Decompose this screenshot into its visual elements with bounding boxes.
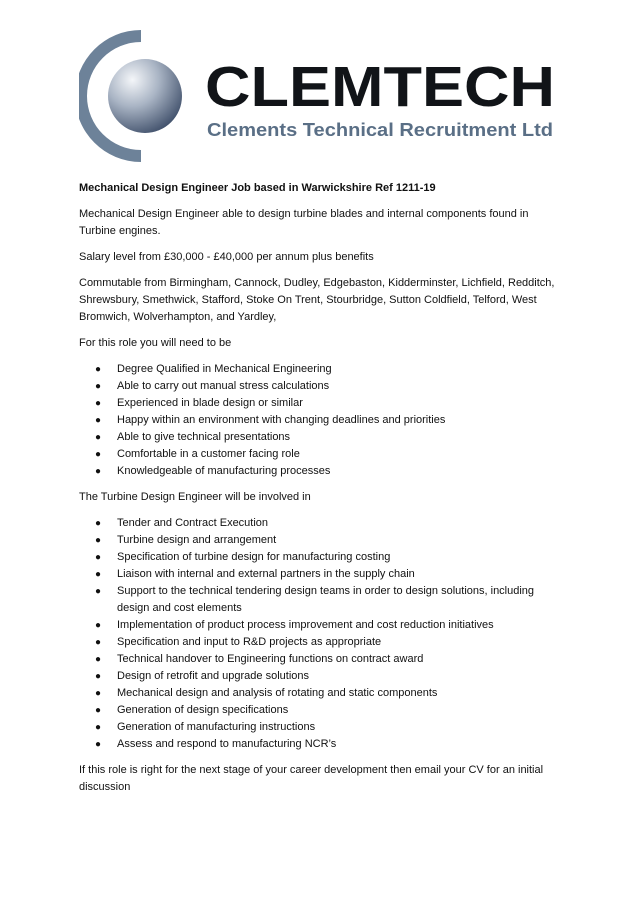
bullet-icon: ● <box>95 688 102 699</box>
list-item: ● Able to give technical presentations <box>79 429 561 446</box>
requirements-list <box>79 361 561 480</box>
list-item: ● Assess and respond to manufacturing NCR’s <box>79 736 561 753</box>
bullet-icon: ● <box>95 518 102 529</box>
list-item: ● Support to the technical tendering design teams in order to design solutions, including design and cost elements <box>95 585 535 614</box>
list-item: ● Mechanical design and analysis of rotating and static components <box>79 685 561 702</box>
duties-list <box>79 515 561 753</box>
list-item: ● Knowledgeable of manufacturing processes <box>79 463 561 480</box>
list-item: ● Design of retrofit and upgrade solutions <box>79 668 561 685</box>
bullet-icon: ● <box>95 381 102 392</box>
list-item: ● Generation of manufacturing instructions <box>79 719 561 736</box>
bullet-icon: ● <box>95 466 102 477</box>
bullet-icon: ● <box>95 671 102 682</box>
list-item: ● Able to carry out manual stress calculations <box>79 378 561 395</box>
list-item: ● Tender and Contract Execution <box>79 515 561 532</box>
bullet-icon: ● <box>95 705 102 716</box>
brand-name: CLEMTECH <box>205 55 555 119</box>
list-item: ● Specification of turbine design for manufacturing costing <box>79 549 561 566</box>
list-item: ● Experienced in blade design or similar <box>79 395 561 412</box>
commute-paragraph: Commutable from Birmingham, Cannock, Dudley, Edgebaston, Kidderminster, Lichfield, Redditch, Shrewsbury, Smethwick, Stafford, Stoke On Trent, Stourbridge, Sutton Coldfield, Telford, West Bromwich, Wolverhampton, and Yardley, <box>79 277 555 323</box>
intro-paragraph: Mechanical Design Engineer able to design turbine blades and internal components found in Turbine engines. <box>79 208 529 237</box>
requirements-heading: For this role you will need to be <box>79 337 232 349</box>
logo-sphere <box>108 59 182 133</box>
bullet-icon: ● <box>95 569 102 580</box>
bullet-icon: ● <box>95 654 102 665</box>
job-title: Mechanical Design Engineer Job based in Warwickshire Ref 1211-19 <box>79 182 436 194</box>
job-description <box>79 180 561 805</box>
bullet-icon: ● <box>95 415 102 426</box>
bullet-icon: ● <box>95 364 102 375</box>
bullet-icon: ● <box>95 586 102 597</box>
list-item: ● Comfortable in a customer facing role <box>79 446 561 463</box>
bullet-icon: ● <box>95 449 102 460</box>
list-item: ● Specification and input to R&D projects as appropriate <box>79 634 561 651</box>
bullet-icon: ● <box>95 535 102 546</box>
bullet-icon: ● <box>95 432 102 443</box>
brand-tagline: Clements Technical Recruitment Ltd <box>207 120 553 140</box>
list-item: ● Liaison with internal and external partners in the supply chain <box>79 566 561 583</box>
bullet-icon: ● <box>95 637 102 648</box>
bullet-icon: ● <box>95 722 102 733</box>
list-item: ● Degree Qualified in Mechanical Engineering <box>79 361 561 378</box>
salary-paragraph: Salary level from £30,000 - £40,000 per annum plus benefits <box>79 251 374 263</box>
bullet-icon: ● <box>95 398 102 409</box>
list-item: ● Turbine design and arrangement <box>79 532 561 549</box>
bullet-icon: ● <box>95 552 102 563</box>
list-item: ● Happy within an environment with changing deadlines and priorities <box>79 412 561 429</box>
list-item: ● Implementation of product process improvement and cost reduction initiatives <box>79 617 561 634</box>
bullet-icon: ● <box>95 620 102 631</box>
closing-paragraph: If this role is right for the next stage of your career development then email your CV for an initial discussion <box>79 764 544 793</box>
duties-heading: The Turbine Design Engineer will be involved in <box>79 491 311 503</box>
list-item: ● Generation of design specifications <box>79 702 561 719</box>
clemtech-logo <box>79 22 561 170</box>
bullet-icon: ● <box>95 739 102 750</box>
list-item: ● Technical handover to Engineering functions on contract award <box>79 651 561 668</box>
